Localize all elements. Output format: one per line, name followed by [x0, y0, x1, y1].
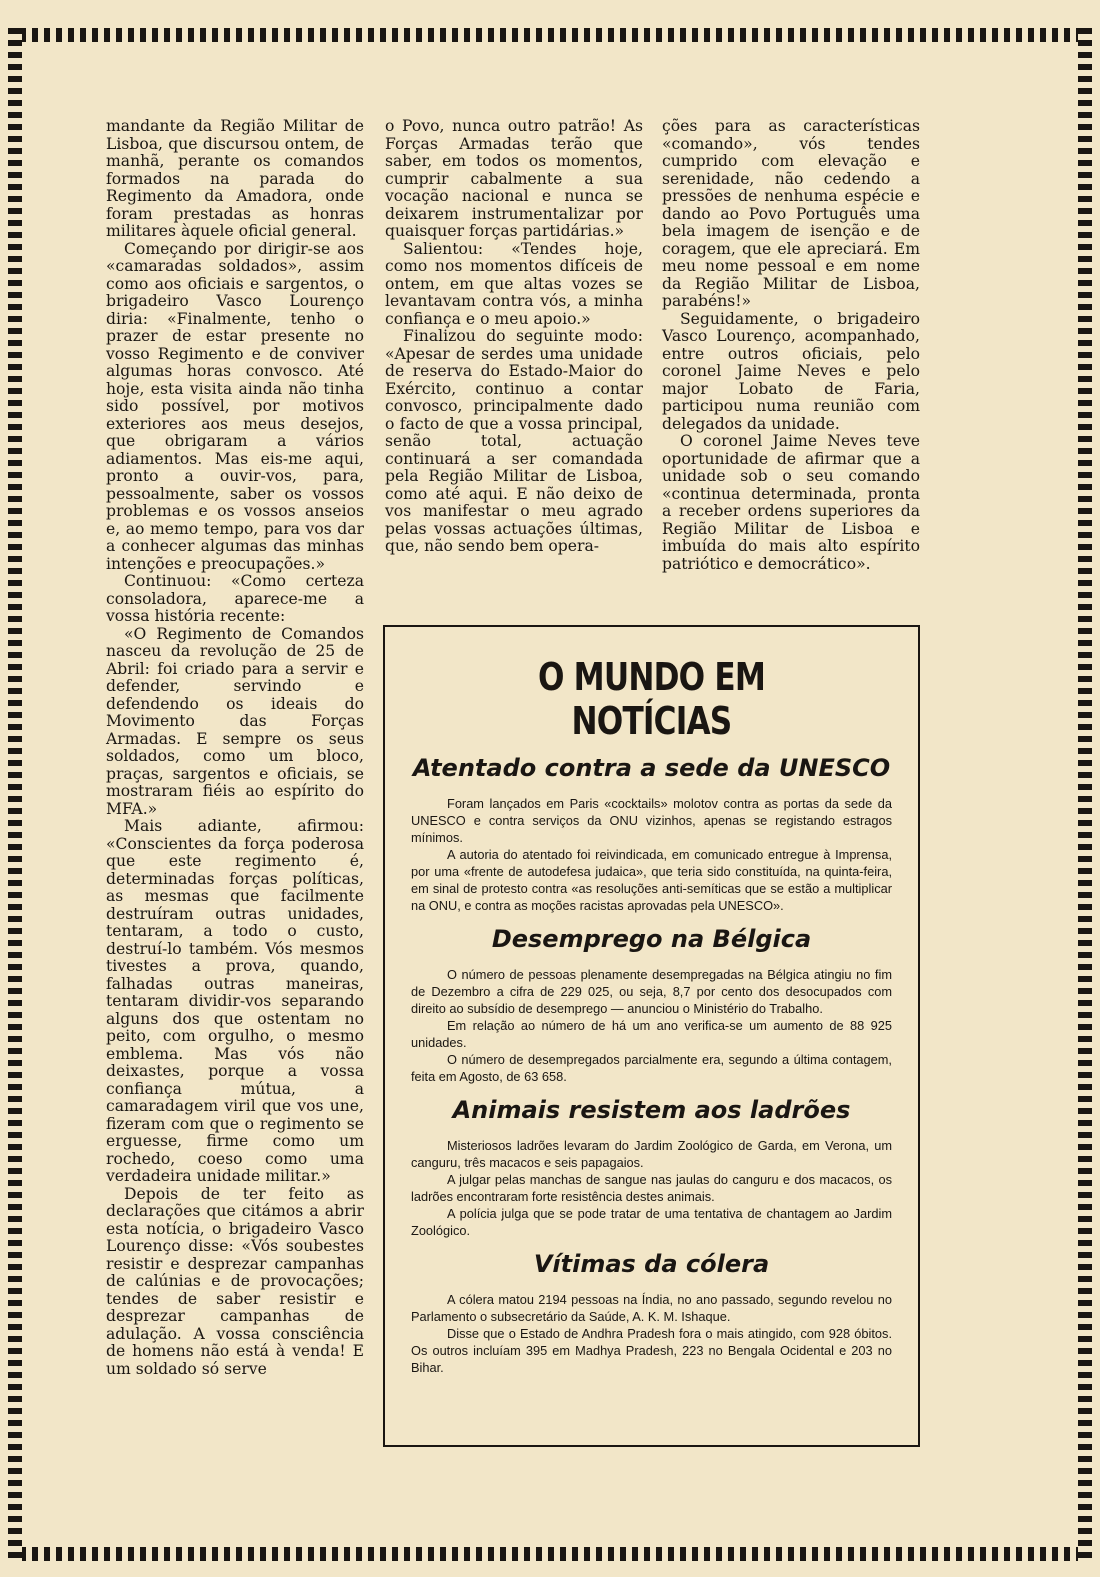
decorative-border-left: [8, 28, 22, 1561]
news-body: [411, 1291, 892, 1376]
news-body: [411, 1137, 892, 1239]
paragraph: Mais adiante, afirmou: «Conscientes da força poderosa que este regimento é, determinadas forças políticas, as mesmas que facilmente destruíram outras unidades, tentaram, a todo o custo, destruí-lo também. Vós mesmos tivestes a prova, quando, falhadas outras maneiras, tentaram dividir-vos separando alguns dos que ostentam no peito, com orgulho, o mesmo emblema. Mas vós não deixastes, porque a vossa confiança mútua, a camaradagem viril que vos une, fizeram com que o regimento se erguesse, firme como um rochedo, coeso como uma verdadeira unidade militar.»: [106, 817, 364, 1185]
paragraph: Continuou: «Como certeza consoladora, aparece-me a vossa história recente:: [106, 572, 364, 625]
paragraph: Seguidamente, o brigadeiro Vasco Lourenço, acompanhado, entre outros oficiais, pelo coronel Jaime Neves e pelo major Lobato de Faria, participou numa reunião com delegados da unidade.: [662, 309, 920, 433]
decorative-border-top: [8, 28, 1092, 42]
paragraph: Depois de ter feito as declarações que citámos a abrir esta notícia, o brigadeiro Vasco Lourenço disse: «Vós soubestes resistir e desprezar campanhas de calúnias e de provocações; tendes de saber resistir e desprezar campanhas de adulação. A vossa consciência de homens não está à venda! E um soldado só serve: [106, 1184, 364, 1378]
paragraph: O coronel Jaime Neves teve oportunidade de afirmar que a unidade sob o seu comando «continua determinada, pronta a receber ordens superiores da Região Militar de Lisboa e imbuída do mais alto espírito patriótico e democrático».: [662, 432, 920, 573]
paragraph: Salientou: «Tendes hoje, como nos momentos difíceis de ontem, em que altas vozes se levantavam contra vós, a minha confiança e o meu apoio.»: [385, 239, 643, 328]
decorative-border-right: [1078, 28, 1092, 1561]
paragraph: Finalizou do seguinte modo: «Apesar de serdes uma unidade de reserva do Estado-Maior do Exército, continuo a contar convosco, principalmente dado o facto de que a vossa principal, senão total, actuação continuará a ser comandada pela Região Militar de Lisboa, como até aqui. E não deixo de vos manifestar o meu agrado pelas vossas actuações últimas, que, não sendo bem opera-: [385, 327, 643, 555]
paragraph: Em relação ao número de há um ano verifica-se um aumento de 88 925 unidades.: [411, 1018, 892, 1050]
paragraph: A polícia julga que se pode tratar de uma tentativa de chantagem ao Jardim Zoológico.: [411, 1206, 892, 1238]
decorative-border-bottom: [8, 1547, 1092, 1561]
paragraph: o Povo, nunca outro patrão! As Forças Armadas terão que saber, em todos os momentos, cumprir cabalmente a sua vocação nacional e nunca se deixarem instrumentalizar por quaisquer forças partidárias.»: [385, 117, 643, 240]
paragraph: Começando por dirigir-se aos «camaradas soldados», assim como aos oficiais e sargentos, o brigadeiro Vasco Lourenço diria: «Finalmente, tenho o prazer de estar presente no vosso Regimento e de conviver algumas horas convosco. Até hoje, esta visita ainda não tinha sido possível, por motivos exteriores aos meus desejos, que obrigaram a vários adiamentos. Mas eis-me aqui, pronto a ouvir-vos, para, pessoalmente, saber os vossos problemas e os vossos anseios e, ao memo tempo, para vos dar a conhecer algumas das minhas intenções e preocupações.»: [106, 239, 364, 573]
paragraph: A cólera matou 2194 pessoas na Índia, no ano passado, segundo revelou no Parlamento o subsecretário da Saúde, A. K. M. Ishaque.: [411, 1292, 892, 1324]
paragraph: A julgar pelas manchas de sangue nas jaulas do canguru e dos macacos, os ladrões encontraram forte resistência destes animais.: [411, 1172, 892, 1204]
paragraph: ções para as características «comando», vós tendes cumprido com elevação e serenidade, não cedendo a pressões de nenhuma espécie e dando ao Povo Português uma bela imagem de isenção e de coragem, que ele apreciará. Em meu nome pessoal e em nome da Região Militar de Lisboa, parabéns!»: [662, 117, 920, 310]
paragraph: O número de pessoas plenamente desempregadas na Bélgica atingiu no fim de Dezembro a cifra de 229 025, ou seja, 8,7 por cento dos desocupados com direito ao subsídio de desemprego — anunciou o Ministério do Trabalho.: [411, 967, 892, 1016]
news-headline: Animais resistem aos ladrões: [452, 1096, 851, 1124]
paragraph: «O Regimento de Comandos nasceu da revolução de 25 de Abril: foi criado para a servir e defender, servindo e defendendo os ideais do Movimento das Forças Armadas. E sempre os seus soldados, como um bloco, praças, sargentos e oficiais, se mostraram fiéis ao espírito do MFA.»: [106, 624, 364, 818]
news-headline: Desemprego na Bélgica: [491, 925, 812, 953]
article-column-3: [662, 118, 920, 573]
news-box-title: O MUNDO EM NOTÍCIAS: [537, 655, 766, 743]
paragraph: Disse que o Estado de Andhra Pradesh fora o mais atingido, com 928 óbitos. Os outros incluíam 395 em Madhya Pradesh, 223 no Bengala Ocidental e 203 no Bihar.: [411, 1326, 892, 1375]
news-headline: Vítimas da cólera: [533, 1250, 770, 1278]
article-column-1: [106, 118, 364, 1378]
news-body: [411, 966, 892, 1085]
news-headline: Atentado contra a sede da UNESCO: [412, 754, 891, 782]
news-box: [383, 625, 920, 1447]
paragraph: Foram lançados em Paris «cocktails» molotov contra as portas da sede da UNESCO e contra serviços da ONU vizinhos, apenas se registando estragos mínimos.: [411, 796, 892, 845]
paragraph: A autoria do atentado foi reivindicada, em comunicado entregue à Imprensa, por uma «frente de autodefesa judaica», que teria sido constituída, na quinta-feira, em sinal de protesto contra «as resoluções anti-semíticas que se estão a multiplicar na ONU, e contra as moções racistas aprovadas pela UNESCO».: [411, 847, 892, 913]
paragraph: Misteriosos ladrões levaram do Jardim Zoológico de Garda, em Verona, um canguru, três macacos e seis papagaios.: [411, 1138, 892, 1170]
news-body: [411, 795, 892, 914]
paragraph: O número de desempregados parcialmente era, segundo a última contagem, feita em Agosto, de 63 658.: [411, 1052, 892, 1084]
paragraph: mandante da Região Militar de Lisboa, que discursou ontem, de manhã, perante os comandos formados na parada do Regimento da Amadora, onde foram prestadas as honras militares àquele oficial general.: [106, 117, 364, 240]
article-column-2: [385, 118, 643, 556]
